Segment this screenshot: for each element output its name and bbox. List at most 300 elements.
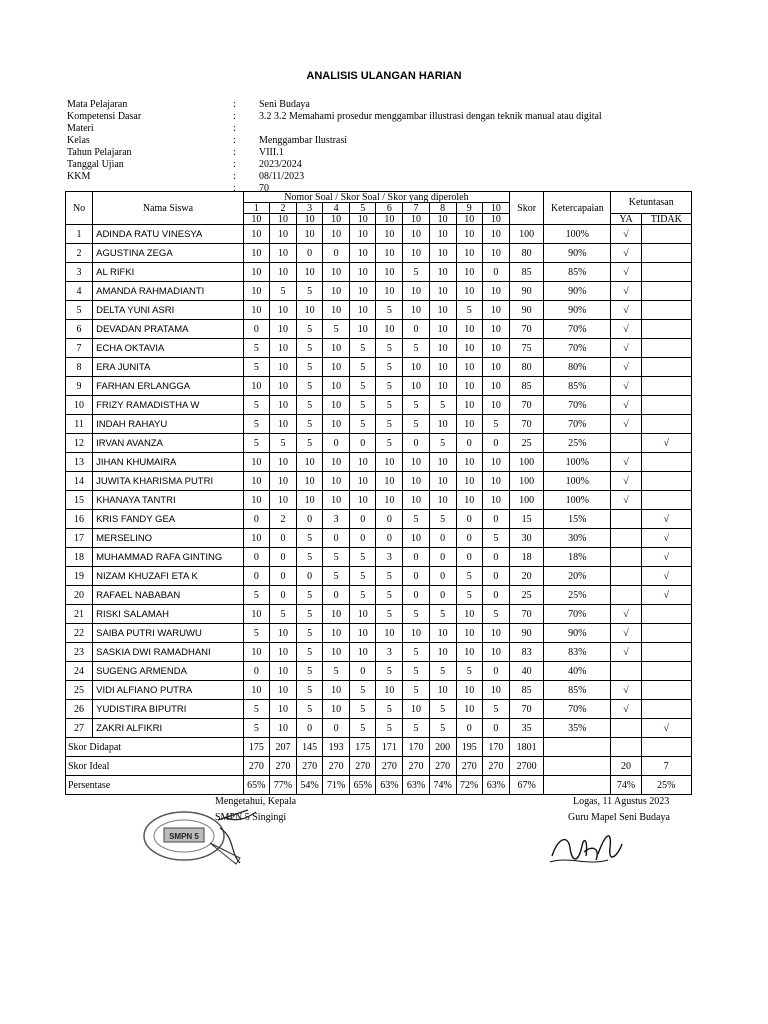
summary-label: Persentase [66, 776, 244, 795]
question-number: 7 [403, 203, 429, 214]
question-score: 10 [350, 320, 376, 339]
row-number: 27 [66, 719, 93, 738]
question-score: 5 [243, 586, 269, 605]
question-score: 5 [243, 358, 269, 377]
question-score: 10 [269, 377, 296, 396]
achievement-percent: 40% [544, 662, 611, 681]
table-row [66, 415, 692, 434]
question-score: 5 [482, 700, 509, 719]
question-score: 10 [323, 453, 350, 472]
table-row [66, 453, 692, 472]
question-score: 5 [429, 605, 456, 624]
student-name: ERA JUNITA [93, 358, 244, 377]
question-score: 10 [456, 491, 482, 510]
question-score: 5 [376, 700, 403, 719]
ketuntasan-tidak [641, 377, 691, 396]
ketuntasan-ya [611, 434, 641, 453]
meta-colon: : [233, 159, 236, 170]
student-name: RISKI SALAMAH [93, 605, 244, 624]
question-score: 5 [350, 396, 376, 415]
student-name: ECHA OKTAVIA [93, 339, 244, 358]
achievement-percent: 90% [544, 301, 611, 320]
question-score: 10 [456, 358, 482, 377]
question-score: 10 [323, 377, 350, 396]
achievement-percent: 20% [544, 567, 611, 586]
table-row [66, 662, 692, 681]
question-score: 10 [243, 244, 269, 263]
row-number: 20 [66, 586, 93, 605]
question-max-score: 10 [269, 214, 296, 225]
question-score: 5 [376, 358, 403, 377]
table-row [66, 643, 692, 662]
question-score: 10 [350, 225, 376, 244]
place-date: Logas, 11 Agustus 2023 [573, 796, 670, 807]
summary-value: 270 [243, 757, 269, 776]
meta-info [67, 99, 602, 195]
table-row [66, 586, 692, 605]
question-score: 5 [269, 282, 296, 301]
ketuntasan-ya: √ [611, 700, 641, 719]
question-score: 10 [323, 491, 350, 510]
question-score: 10 [376, 263, 403, 282]
question-score: 10 [350, 491, 376, 510]
question-score: 5 [403, 396, 429, 415]
header-ketercapaian: Ketercapaian [544, 192, 611, 225]
question-score: 10 [456, 643, 482, 662]
summary-value: 65% [243, 776, 269, 795]
total-score: 18 [510, 548, 544, 567]
achievement-percent: 25% [544, 586, 611, 605]
question-score: 0 [350, 662, 376, 681]
summary-value: 270 [269, 757, 296, 776]
question-score: 10 [243, 643, 269, 662]
question-score: 10 [323, 643, 350, 662]
question-score: 10 [350, 605, 376, 624]
question-score: 5 [350, 415, 376, 434]
summary-value: 77% [269, 776, 296, 795]
student-name: DEVADAN PRATAMA [93, 320, 244, 339]
question-score: 10 [243, 453, 269, 472]
achievement-percent: 90% [544, 624, 611, 643]
question-score: 5 [403, 605, 429, 624]
question-score: 5 [243, 700, 269, 719]
question-score: 5 [376, 301, 403, 320]
header-ya: YA [611, 214, 641, 225]
question-score: 5 [429, 396, 456, 415]
question-score: 5 [376, 339, 403, 358]
summary-value: 63% [482, 776, 509, 795]
achievement-percent: 85% [544, 377, 611, 396]
ketuntasan-tidak [641, 225, 691, 244]
question-max-score: 10 [243, 214, 269, 225]
question-score: 10 [482, 377, 509, 396]
table-row [66, 358, 692, 377]
ketuntasan-tidak: √ [641, 548, 691, 567]
ketuntasan-tidak [641, 681, 691, 700]
question-score: 0 [323, 719, 350, 738]
question-score: 10 [482, 681, 509, 700]
question-score: 10 [323, 681, 350, 700]
question-score: 10 [482, 282, 509, 301]
question-score: 0 [297, 510, 323, 529]
meta-row [67, 159, 602, 171]
summary-value: 170 [482, 738, 509, 757]
summary-value: 200 [429, 738, 456, 757]
row-number: 9 [66, 377, 93, 396]
header-skor: Skor [510, 192, 544, 225]
question-score: 0 [482, 662, 509, 681]
table-row [66, 320, 692, 339]
question-score: 5 [376, 605, 403, 624]
ketuntasan-ya: √ [611, 358, 641, 377]
question-score: 0 [297, 244, 323, 263]
question-score: 10 [269, 358, 296, 377]
question-score: 10 [456, 263, 482, 282]
header-ketuntasan: Ketuntasan [611, 192, 692, 214]
meta-row [67, 147, 602, 159]
question-score: 10 [429, 225, 456, 244]
summary-label: Skor Didapat [66, 738, 244, 757]
meta-colon: : [233, 183, 236, 194]
question-score: 10 [323, 263, 350, 282]
question-score: 5 [350, 548, 376, 567]
ketuntasan-tidak [641, 282, 691, 301]
question-score: 10 [429, 244, 456, 263]
question-score: 10 [403, 244, 429, 263]
question-score: 10 [243, 263, 269, 282]
question-score: 10 [323, 339, 350, 358]
question-score: 10 [350, 301, 376, 320]
question-max-score: 10 [456, 214, 482, 225]
question-score: 10 [323, 396, 350, 415]
question-score: 5 [323, 662, 350, 681]
question-score: 10 [350, 624, 376, 643]
question-score: 0 [482, 719, 509, 738]
student-name: SUGENG ARMENDA [93, 662, 244, 681]
ketuntasan-tidak [641, 605, 691, 624]
row-number: 3 [66, 263, 93, 282]
student-name: JIHAN KHUMAIRA [93, 453, 244, 472]
row-number: 26 [66, 700, 93, 719]
question-score: 5 [403, 263, 429, 282]
question-score: 5 [376, 586, 403, 605]
student-name: FARHAN ERLANGGA [93, 377, 244, 396]
ketuntasan-tidak [641, 662, 691, 681]
question-score: 10 [482, 358, 509, 377]
question-score: 0 [482, 567, 509, 586]
question-score: 5 [297, 377, 323, 396]
ketuntasan-ya: √ [611, 491, 641, 510]
question-score: 0 [297, 719, 323, 738]
question-score: 0 [403, 586, 429, 605]
total-score: 83 [510, 643, 544, 662]
question-score: 0 [482, 510, 509, 529]
summary-total: 67% [510, 776, 544, 795]
summary-row-persentase [66, 776, 692, 795]
question-score: 0 [323, 586, 350, 605]
summary-ya: 74% [611, 776, 641, 795]
question-score: 5 [243, 339, 269, 358]
question-score: 5 [482, 529, 509, 548]
question-score: 5 [243, 396, 269, 415]
question-score: 10 [269, 491, 296, 510]
total-score: 35 [510, 719, 544, 738]
total-score: 70 [510, 320, 544, 339]
summary-value: 54% [297, 776, 323, 795]
question-score: 10 [376, 244, 403, 263]
ketuntasan-ya: √ [611, 643, 641, 662]
question-score: 0 [403, 434, 429, 453]
question-score: 0 [482, 263, 509, 282]
total-score: 20 [510, 567, 544, 586]
question-score: 0 [243, 510, 269, 529]
ketuntasan-ya [611, 548, 641, 567]
meta-value: Menggambar Ilustrasi [259, 135, 348, 146]
question-score: 10 [456, 320, 482, 339]
question-score: 10 [376, 225, 403, 244]
table-row [66, 681, 692, 700]
row-number: 18 [66, 548, 93, 567]
question-score: 10 [269, 396, 296, 415]
table-row [66, 548, 692, 567]
ketuntasan-tidak [641, 491, 691, 510]
ketuntasan-tidak [641, 244, 691, 263]
question-score: 10 [482, 301, 509, 320]
meta-value: 3.2 3.2 Memahami prosedur menggambar illustrasi dengan teknik manual atau digital [259, 111, 602, 122]
question-score: 0 [243, 320, 269, 339]
total-score: 75 [510, 339, 544, 358]
question-score: 5 [350, 700, 376, 719]
question-score: 0 [269, 529, 296, 548]
ketuntasan-ya: √ [611, 605, 641, 624]
total-score: 100 [510, 491, 544, 510]
total-score: 70 [510, 605, 544, 624]
student-name: SAIBA PUTRI WARUWU [93, 624, 244, 643]
question-score: 10 [482, 643, 509, 662]
achievement-percent: 100% [544, 472, 611, 491]
summary-value: 145 [297, 738, 323, 757]
ketuntasan-ya: √ [611, 339, 641, 358]
question-score: 5 [243, 624, 269, 643]
student-name: ZAKRI ALFIKRI [93, 719, 244, 738]
question-score: 10 [456, 225, 482, 244]
question-score: 3 [376, 643, 403, 662]
summary-value: 270 [482, 757, 509, 776]
question-score: 10 [323, 415, 350, 434]
question-score: 10 [243, 472, 269, 491]
svg-text:SMPN 5: SMPN 5 [169, 832, 199, 841]
question-score: 10 [350, 282, 376, 301]
meta-colon: : [233, 99, 236, 110]
question-score: 5 [350, 567, 376, 586]
row-number: 16 [66, 510, 93, 529]
student-name: AMANDA RAHMADIANTI [93, 282, 244, 301]
meta-colon: : [233, 171, 236, 182]
summary-value: 195 [456, 738, 482, 757]
question-number: 2 [269, 203, 296, 214]
question-score: 10 [243, 377, 269, 396]
question-score: 10 [297, 453, 323, 472]
ketuntasan-tidak: √ [641, 719, 691, 738]
question-max-score: 10 [376, 214, 403, 225]
question-number: 4 [323, 203, 350, 214]
ketuntasan-tidak [641, 358, 691, 377]
question-score: 0 [323, 244, 350, 263]
achievement-percent: 85% [544, 263, 611, 282]
total-score: 100 [510, 472, 544, 491]
question-score: 5 [376, 415, 403, 434]
question-score: 5 [297, 339, 323, 358]
question-score: 5 [297, 320, 323, 339]
summary-value: 193 [323, 738, 350, 757]
meta-label: Tahun Pelajaran [67, 147, 132, 158]
question-score: 10 [403, 225, 429, 244]
summary-value: 270 [403, 757, 429, 776]
table-row [66, 700, 692, 719]
question-number: 8 [429, 203, 456, 214]
question-score: 10 [243, 605, 269, 624]
student-name: YUDISTIRA BIPUTRI [93, 700, 244, 719]
question-score: 10 [269, 453, 296, 472]
summary-value: 270 [297, 757, 323, 776]
question-score: 10 [429, 681, 456, 700]
student-name: DELTA YUNI ASRI [93, 301, 244, 320]
ketuntasan-tidak: √ [641, 434, 691, 453]
question-score: 10 [269, 263, 296, 282]
question-score: 10 [429, 643, 456, 662]
meta-label: Kelas [67, 135, 90, 146]
question-score: 0 [323, 434, 350, 453]
document-title: ANALISIS ULANGAN HARIAN [306, 70, 462, 82]
ketuntasan-ya [611, 586, 641, 605]
question-score: 10 [269, 244, 296, 263]
question-score: 10 [269, 700, 296, 719]
question-number: 3 [297, 203, 323, 214]
question-score: 10 [456, 244, 482, 263]
question-score: 10 [403, 624, 429, 643]
achievement-percent: 100% [544, 225, 611, 244]
question-score: 10 [269, 320, 296, 339]
question-score: 10 [269, 662, 296, 681]
question-score: 10 [482, 472, 509, 491]
question-max-score: 10 [297, 214, 323, 225]
achievement-percent: 80% [544, 358, 611, 377]
student-name: MUHAMMAD RAFA GINTING [93, 548, 244, 567]
question-score: 10 [429, 377, 456, 396]
ketuntasan-ya: √ [611, 263, 641, 282]
ketuntasan-ya: √ [611, 415, 641, 434]
question-score: 5 [323, 567, 350, 586]
question-score: 10 [429, 358, 456, 377]
question-score: 10 [403, 358, 429, 377]
summary-total: 2700 [510, 757, 544, 776]
student-name: MERSELINO [93, 529, 244, 548]
school-stamp [140, 808, 260, 873]
question-score: 5 [429, 719, 456, 738]
ketuntasan-ya [611, 510, 641, 529]
student-name: VIDI ALFIANO PUTRA [93, 681, 244, 700]
question-score: 5 [376, 719, 403, 738]
student-name: ADINDA RATU VINESYA [93, 225, 244, 244]
achievement-percent: 100% [544, 491, 611, 510]
summary-tidak: 25% [641, 776, 691, 795]
question-score: 0 [429, 567, 456, 586]
question-score: 5 [403, 719, 429, 738]
question-score: 10 [243, 529, 269, 548]
question-score: 10 [297, 263, 323, 282]
table-row [66, 624, 692, 643]
question-score: 10 [456, 377, 482, 396]
question-score: 0 [456, 548, 482, 567]
teacher-label: Guru Mapel Seni Budaya [568, 812, 670, 823]
table-row [66, 263, 692, 282]
summary-row-skor-ideal [66, 757, 692, 776]
student-name: SASKIA DWI RAMADHANI [93, 643, 244, 662]
question-score: 5 [429, 510, 456, 529]
question-score: 10 [429, 282, 456, 301]
question-score: 5 [243, 719, 269, 738]
question-score: 2 [269, 510, 296, 529]
ketuntasan-tidak [641, 643, 691, 662]
achievement-percent: 83% [544, 643, 611, 662]
row-number: 2 [66, 244, 93, 263]
question-score: 10 [269, 624, 296, 643]
table-row [66, 472, 692, 491]
question-score: 5 [297, 624, 323, 643]
question-score: 5 [376, 434, 403, 453]
question-score: 5 [297, 681, 323, 700]
question-score: 0 [482, 434, 509, 453]
ketuntasan-ya: √ [611, 282, 641, 301]
meta-label: KKM [67, 171, 91, 182]
question-score: 10 [456, 624, 482, 643]
ketuntasan-tidak [641, 415, 691, 434]
ketuntasan-ya: √ [611, 377, 641, 396]
meta-row [67, 135, 602, 147]
summary-value: 270 [323, 757, 350, 776]
question-number: 9 [456, 203, 482, 214]
question-score: 5 [403, 339, 429, 358]
question-score: 5 [297, 529, 323, 548]
ketuntasan-ya: √ [611, 301, 641, 320]
question-score: 10 [456, 605, 482, 624]
question-score: 5 [456, 662, 482, 681]
table-row [66, 719, 692, 738]
question-number: 10 [482, 203, 509, 214]
question-score: 10 [403, 700, 429, 719]
row-number: 21 [66, 605, 93, 624]
question-score: 5 [297, 358, 323, 377]
meta-label: Tanggal Ujian [67, 159, 124, 170]
question-score: 5 [297, 415, 323, 434]
question-score: 5 [350, 681, 376, 700]
question-score: 5 [403, 415, 429, 434]
ketuntasan-ya: √ [611, 320, 641, 339]
question-score: 10 [323, 472, 350, 491]
row-number: 23 [66, 643, 93, 662]
question-score: 5 [376, 662, 403, 681]
question-score: 10 [323, 358, 350, 377]
total-score: 100 [510, 225, 544, 244]
question-score: 5 [456, 567, 482, 586]
question-score: 10 [323, 605, 350, 624]
row-number: 6 [66, 320, 93, 339]
question-score: 10 [269, 472, 296, 491]
summary-tidak: 7 [641, 757, 691, 776]
question-score: 5 [376, 377, 403, 396]
question-score: 0 [269, 586, 296, 605]
achievement-percent: 30% [544, 529, 611, 548]
